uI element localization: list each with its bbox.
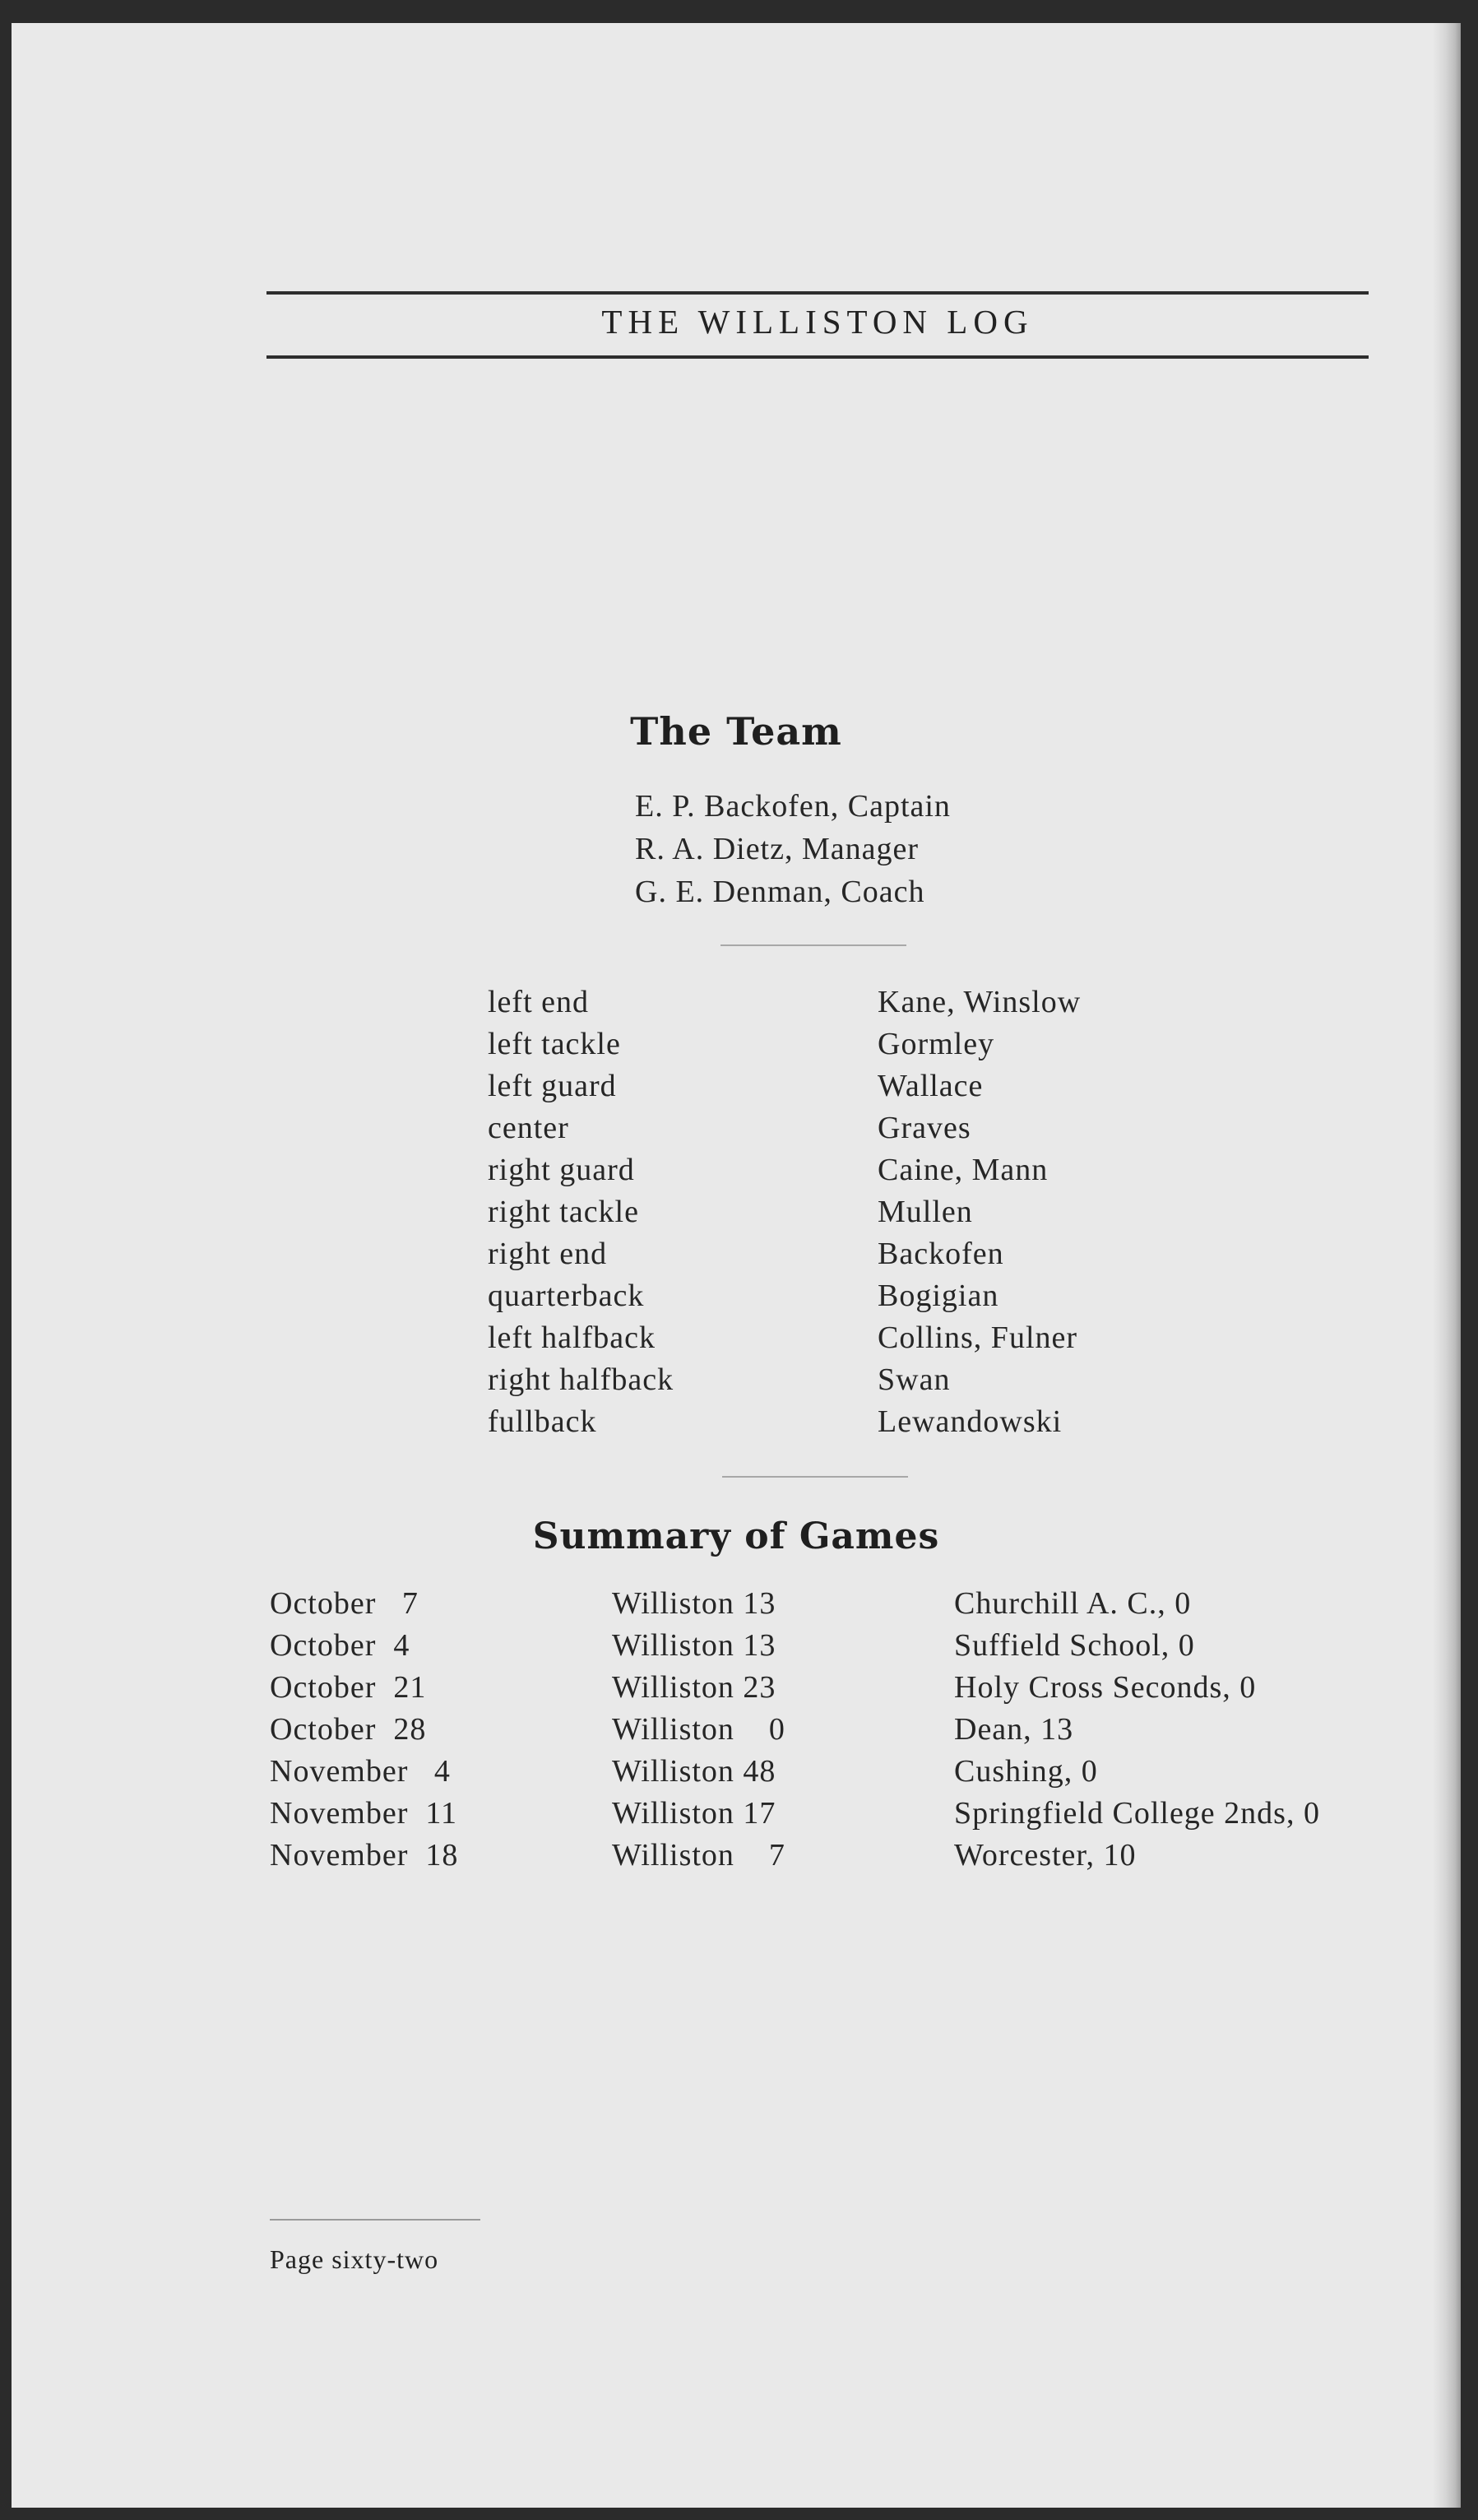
lineup-position: left tackle bbox=[488, 1027, 621, 1061]
lineup-player: Graves bbox=[878, 1111, 971, 1145]
game-row bbox=[270, 1709, 1421, 1751]
section-divider bbox=[720, 944, 906, 946]
lineup-position: left halfback bbox=[488, 1320, 656, 1355]
game-date: October 28 bbox=[270, 1712, 427, 1747]
lineup-row bbox=[488, 1191, 1228, 1233]
lineup-row bbox=[488, 982, 1228, 1023]
game-date: November 4 bbox=[270, 1754, 451, 1789]
lineup-position: right guard bbox=[488, 1153, 635, 1187]
lineup-position: center bbox=[488, 1111, 569, 1145]
games-summary bbox=[270, 1583, 1421, 1877]
lineup-player: Swan bbox=[878, 1362, 951, 1397]
game-williston-score: Williston 0 bbox=[612, 1712, 785, 1747]
document-page bbox=[12, 23, 1461, 2508]
game-date: November 18 bbox=[270, 1838, 459, 1873]
lineup-player: Bogigian bbox=[878, 1279, 999, 1313]
game-opponent-score: Cushing, 0 bbox=[954, 1754, 1098, 1789]
game-williston-score: Williston 23 bbox=[612, 1670, 776, 1705]
game-row bbox=[270, 1625, 1421, 1667]
game-opponent-score: Worcester, 10 bbox=[954, 1838, 1137, 1873]
lineup-row bbox=[488, 1023, 1228, 1065]
lineup-player: Lewandowski bbox=[878, 1404, 1063, 1439]
game-opponent-score: Dean, 13 bbox=[954, 1712, 1074, 1747]
lineup-position: right halfback bbox=[488, 1362, 674, 1397]
lineup-player: Kane, Winslow bbox=[878, 985, 1082, 1019]
lineup-player: Caine, Mann bbox=[878, 1153, 1049, 1187]
lineup-row bbox=[488, 1359, 1228, 1401]
game-row bbox=[270, 1751, 1421, 1793]
lineup-position: quarterback bbox=[488, 1279, 645, 1313]
game-row bbox=[270, 1793, 1421, 1835]
staff-captain: E. P. Backofen, Captain bbox=[635, 789, 951, 824]
lineup-player: Collins, Fulner bbox=[878, 1320, 1078, 1355]
page-number: Page sixty-two bbox=[270, 2244, 439, 2274]
lineup-player: Wallace bbox=[878, 1069, 984, 1103]
lineup-position: right end bbox=[488, 1237, 608, 1271]
team-heading: The Team bbox=[630, 709, 842, 754]
staff-coach: G. E. Denman, Coach bbox=[635, 875, 925, 909]
page-spine-shadow bbox=[1433, 23, 1461, 2508]
lineup-row bbox=[488, 1401, 1228, 1443]
summary-heading: Summary of Games bbox=[532, 1515, 940, 1557]
header-rule-bottom bbox=[266, 355, 1369, 359]
game-row bbox=[270, 1835, 1421, 1877]
game-opponent-score: Springfield College 2nds, 0 bbox=[954, 1796, 1320, 1831]
game-row bbox=[270, 1667, 1421, 1709]
game-date: October 21 bbox=[270, 1670, 427, 1705]
lineup-player: Backofen bbox=[878, 1237, 1004, 1271]
lineup-position: right tackle bbox=[488, 1195, 639, 1229]
game-date: October 7 bbox=[270, 1586, 419, 1621]
running-header bbox=[266, 291, 1369, 360]
lineup-player: Gormley bbox=[878, 1027, 995, 1061]
game-opponent-score: Churchill A. C., 0 bbox=[954, 1586, 1192, 1621]
game-opponent-score: Holy Cross Seconds, 0 bbox=[954, 1670, 1257, 1705]
lineup-row bbox=[488, 1317, 1228, 1359]
lineup-row bbox=[488, 1065, 1228, 1107]
header-title: THE WILLISTON LOG bbox=[601, 303, 1034, 341]
staff-manager: R. A. Dietz, Manager bbox=[635, 832, 920, 866]
game-date: November 11 bbox=[270, 1796, 457, 1831]
lineup-row bbox=[488, 1275, 1228, 1317]
team-staff bbox=[635, 785, 1211, 913]
section-divider bbox=[722, 1476, 908, 1478]
game-williston-score: Williston 17 bbox=[612, 1796, 776, 1831]
game-williston-score: Williston 13 bbox=[612, 1586, 776, 1621]
game-row bbox=[270, 1583, 1421, 1625]
game-williston-score: Williston 13 bbox=[612, 1628, 776, 1663]
game-williston-score: Williston 7 bbox=[612, 1838, 785, 1873]
lineup-position: fullback bbox=[488, 1404, 597, 1439]
game-opponent-score: Suffield School, 0 bbox=[954, 1628, 1195, 1663]
team-lineup bbox=[488, 982, 1228, 1443]
lineup-row bbox=[488, 1107, 1228, 1149]
lineup-position: left end bbox=[488, 985, 590, 1019]
lineup-row bbox=[488, 1233, 1228, 1275]
lineup-position: left guard bbox=[488, 1069, 617, 1103]
lineup-row bbox=[488, 1149, 1228, 1191]
game-date: October 4 bbox=[270, 1628, 410, 1663]
game-williston-score: Williston 48 bbox=[612, 1754, 776, 1789]
footer-rule bbox=[270, 2219, 480, 2221]
lineup-player: Mullen bbox=[878, 1195, 973, 1229]
header-rule-top bbox=[266, 291, 1369, 295]
